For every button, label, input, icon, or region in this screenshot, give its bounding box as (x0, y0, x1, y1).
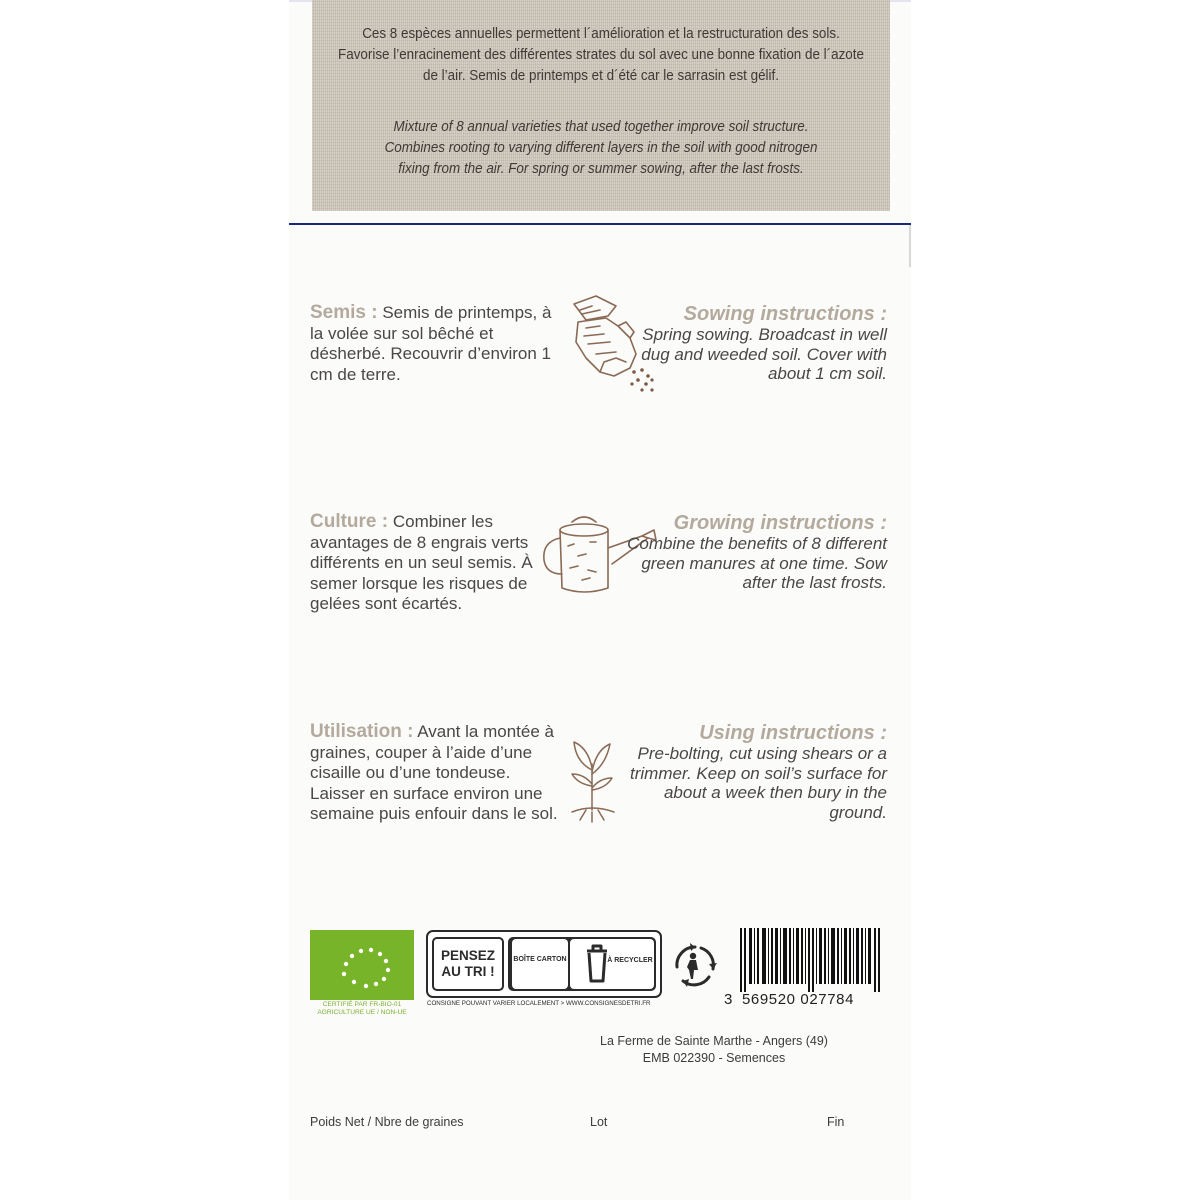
recycling-note: CONSIGNE POUVANT VARIER LOCALEMENT > WWW.CONSIGNESDETRI.FR (427, 1000, 651, 1007)
utilisation-label: Utilisation : (310, 721, 414, 742)
sowing-instructions-en (620, 303, 887, 384)
sowing-instructions-title: Sowing instructions : (683, 303, 887, 325)
description-fr-line: Favorise l’enracinement des différentes strates du sol avec une bonne fixation de l´azote (338, 47, 864, 63)
utilisation-fr (310, 722, 560, 825)
edge-line (909, 225, 911, 267)
semis-fr (310, 303, 560, 385)
description-fr-line: Ces 8 espèces annuelles permettent l´amélioration et la restructuration des sols. (362, 26, 840, 42)
recycling-info-logo (426, 930, 662, 998)
cert-line: CERTIFIÉ PAR FR-BIO-01 (322, 1001, 402, 1008)
description-en (335, 117, 867, 180)
utilisation-text: Avant la montée à graines, couper à l’aide d’une cisaille ou d’une tondeuse. Laisser en surface environ une semaine puis enfouir dans le sol. (310, 722, 558, 824)
pensez-au-tri: PENSEZ AU TRI ! (432, 937, 504, 991)
description-en-line: fixing from the air. For spring or summer sowing, after the last frosts. (398, 161, 804, 177)
semis-text: Semis de printemps, à la volée sur sol bêché et désherbé. Recouvrir d’environ 1 cm de terre. (310, 303, 552, 384)
description-box (312, 0, 890, 211)
triman-icon (667, 937, 721, 991)
lot-label: Lot (590, 1115, 608, 1129)
producer-info (570, 1033, 858, 1067)
seedling-icon (568, 734, 618, 824)
barcode-digits: 569520 027784 (741, 991, 855, 1008)
barcode-first-digit: 3 (724, 991, 733, 1008)
boite-carton: BOÎTE CARTON (512, 939, 568, 989)
a-recycler: À RECYCLER (607, 957, 653, 964)
culture-label: Culture : (310, 511, 389, 532)
eu-organic-leaf-icon (310, 930, 414, 1000)
sowing-instructions-text: Spring sowing. Broadcast in well dug and weeded soil. Cover with about 1 cm soil. (641, 325, 887, 384)
eu-organic-logo (310, 930, 414, 1000)
recycling-bin-icon (584, 943, 610, 985)
growing-instructions-title: Growing instructions : (673, 512, 887, 534)
culture-text: Combiner les avantages de 8 engrais verts différents en un seul semis. À semer lorsque les risques de gelées sont écartés. (310, 512, 533, 614)
barcode (738, 928, 882, 992)
using-instructions-title: Using instructions : (699, 722, 887, 744)
description-en-line: Combines rooting to varying different layers in the soil with good nitrogen (384, 140, 818, 156)
description-fr-line: de l’air. Semis de printemps et d´été car le sarrasin est gélif. (423, 68, 779, 84)
recycle-bin-panel (570, 939, 654, 989)
description-en-line: Mixture of 8 annual varieties that used together improve soil structure. (393, 119, 809, 135)
net-weight-label: Poids Net / Nbre de graines (310, 1115, 464, 1129)
expiry-label: Fin (827, 1115, 845, 1129)
recycling-panel (508, 937, 656, 991)
culture-fr (310, 512, 560, 615)
section-divider (289, 223, 911, 225)
using-instructions-en (620, 722, 887, 822)
description-fr (335, 24, 867, 87)
growing-instructions-en (620, 512, 887, 593)
cert-line: AGRICULTURE UE / NON-UE (317, 1009, 407, 1016)
organic-certification (306, 1001, 418, 1017)
producer-emb: EMB 022390 - Semences (642, 1051, 786, 1065)
semis-label: Semis : (310, 302, 378, 323)
growing-instructions-text: Combine the benefits of 8 different green manures at one time. Sow after the last frosts. (627, 534, 887, 593)
barcode-number (724, 991, 884, 1008)
using-instructions-text: Pre-bolting, cut using shears or a trimmer. Keep on soil’s surface for about a week then bury in the ground. (630, 744, 887, 822)
producer-name: La Ferme de Sainte Marthe - Angers (49) (600, 1034, 828, 1048)
